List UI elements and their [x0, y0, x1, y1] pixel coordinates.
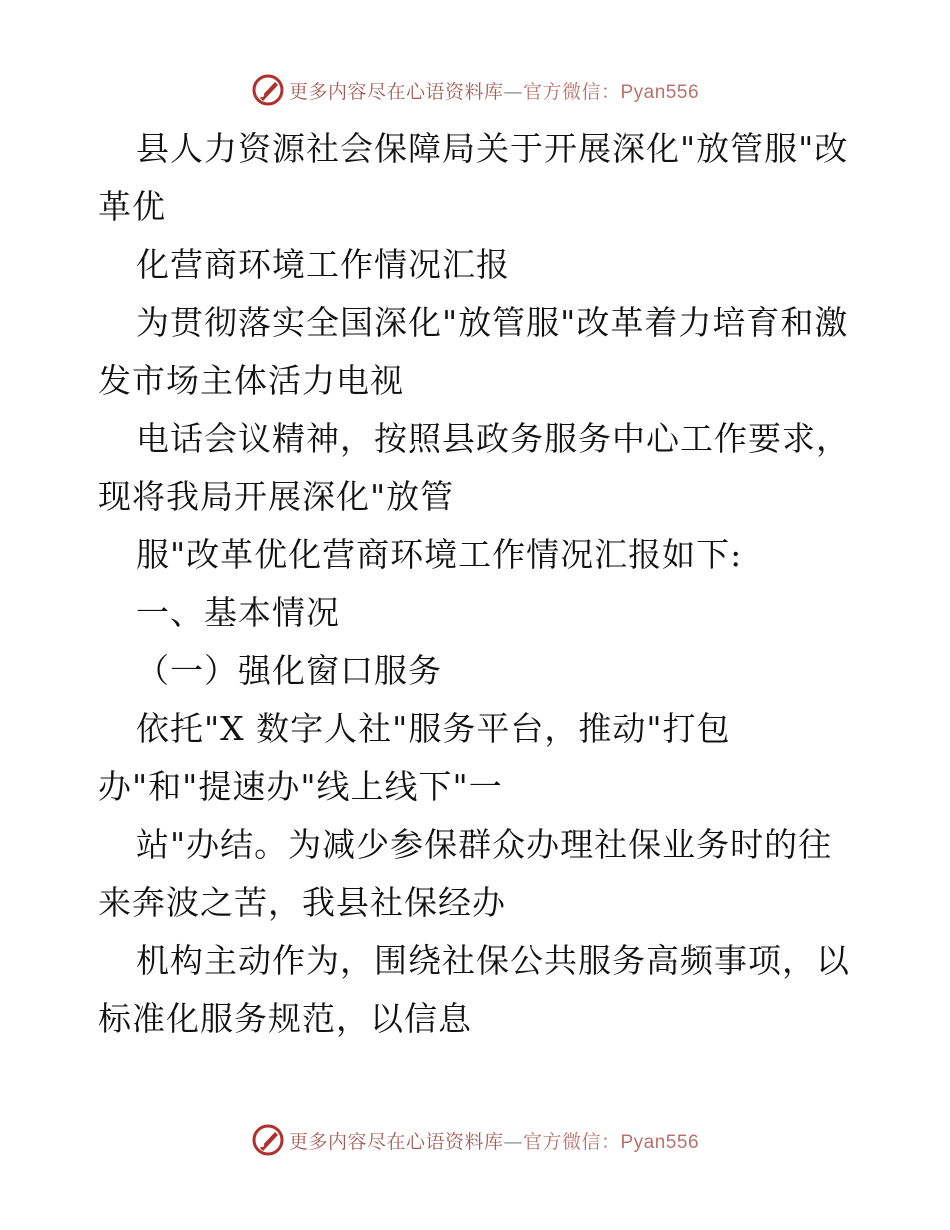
text-line: 化营商环境工作情况汇报: [136, 245, 510, 284]
watermark-dash: —: [503, 1130, 523, 1153]
text-line: 电话会议精神，按照县政务服务中心工作要求，: [136, 419, 850, 458]
watermark-text: [289, 1127, 699, 1154]
text-line: 发市场主体活力电视: [98, 361, 404, 400]
watermark-wechat-text: 官方微信：Pyan556: [523, 81, 700, 103]
pen-circle-logo-icon: [251, 1123, 285, 1157]
text-line: 来奔波之苦，我县社保经办: [98, 883, 506, 922]
text-line: 现将我局开展深化"放管: [98, 477, 455, 516]
text-line: 办"和"提速办"线上线下"一: [98, 767, 503, 806]
text-line: 标准化服务规范，以信息: [98, 999, 472, 1038]
section-heading: 一、基本情况: [136, 593, 340, 632]
text-line: 依托"X 数字人社"服务平台，推动"打包: [136, 709, 731, 748]
header-watermark-banner: [0, 70, 950, 110]
watermark-main-text: 更多内容尽在心语资料库: [288, 1130, 504, 1153]
text-line: 县人力资源社会保障局关于开展深化"放管服"改: [136, 129, 849, 168]
text-line: 革优: [98, 187, 166, 226]
text-line: 机构主动作为，围绕社保公共服务高频事项，以: [136, 941, 850, 980]
pen-circle-logo-icon: [251, 73, 285, 107]
watermark-text: [289, 77, 699, 104]
watermark-dash: —: [503, 80, 523, 103]
text-line: 站"办结。为减少参保群众办理社保业务时的往: [136, 825, 833, 864]
footer-watermark-banner: [0, 1120, 950, 1160]
text-line: 为贯彻落实全国深化"放管服"改革着力培育和激: [136, 303, 849, 342]
watermark-main-text: 更多内容尽在心语资料库: [288, 80, 504, 103]
document-body: [98, 120, 868, 1048]
text-line: 服"改革优化营商环境工作情况汇报如下:: [136, 535, 743, 574]
subsection-heading: （一）强化窗口服务: [136, 651, 442, 690]
watermark-wechat-text: 官方微信：Pyan556: [523, 1131, 700, 1153]
